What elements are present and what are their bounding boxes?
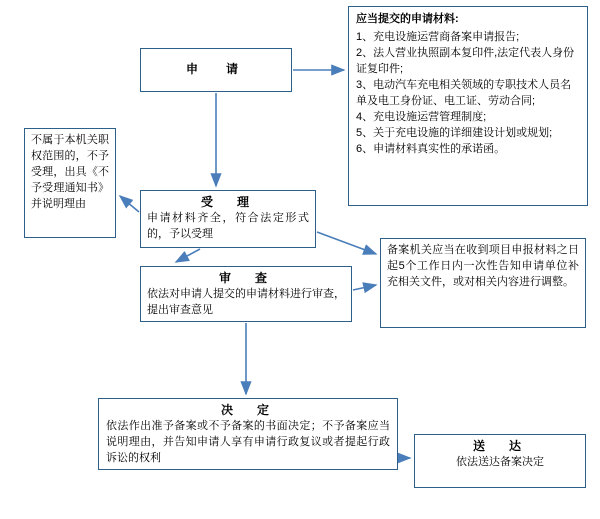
review-body: 依法对申请人提交的申请材料进行审查，提出审查意见 — [147, 288, 345, 317]
accept-title: 受 理 — [200, 195, 255, 209]
node-not-accepted — [24, 128, 116, 238]
arrow-review-to-filing — [353, 285, 376, 290]
apply-title: 申 请 — [185, 62, 246, 77]
materials-line-4: 4、充电设施运营管理制度; — [356, 110, 487, 123]
decision-title: 决 定 — [220, 403, 275, 417]
arrow-accept-to-review — [176, 249, 200, 262]
deliver-title: 送 达 — [472, 439, 527, 453]
materials-line-5: 5、关于充电设施的详细建设计划或规划; — [356, 126, 553, 139]
node-apply — [140, 48, 292, 92]
node-review — [140, 266, 352, 322]
node-decision — [98, 398, 398, 470]
decision-body: 依法作出准予备案或不予备案的书面决定；不予备案应当说明理由，并告知申请人享有申请行政复议或者提起行政诉讼的权利 — [106, 420, 390, 465]
materials-heading: 应当提交的申请材料: — [356, 13, 459, 25]
node-application-materials — [348, 6, 588, 206]
accept-body: 申请材料齐全，符合法定形式的，予以受理 — [147, 212, 309, 241]
materials-line-1: 1、充电设施运营商备案申请报告; — [356, 30, 520, 43]
node-filing-authority-note — [380, 238, 586, 328]
node-deliver — [414, 434, 586, 488]
review-title: 审 查 — [218, 271, 273, 285]
node-accept — [140, 190, 316, 248]
filing-authority-text: 备案机关应当在收到项目申报材料之日起5个工作日内一次性告知申请单位补充相关文件，或对相关内容进行调整。 — [387, 244, 579, 288]
arrow-accept-to-filing — [317, 232, 376, 254]
deliver-body: 依法送达备案决定 — [456, 456, 544, 469]
not-accepted-text: 不属于本机关职权范围的，不予受理，出具《不予受理通知书》并说明理由 — [31, 134, 109, 210]
materials-line-2: 2、法人营业执照副本复印件,法定代表人身份证复印件; — [356, 46, 575, 75]
materials-line-3: 3、电动汽车充电相关领域的专职技术人员名单及电工身份证、电工证、劳动合同; — [356, 78, 572, 107]
materials-line-6: 6、申请材料真实性的承诺函。 — [356, 142, 506, 155]
arrow-accept-to-notaccept — [120, 196, 139, 212]
